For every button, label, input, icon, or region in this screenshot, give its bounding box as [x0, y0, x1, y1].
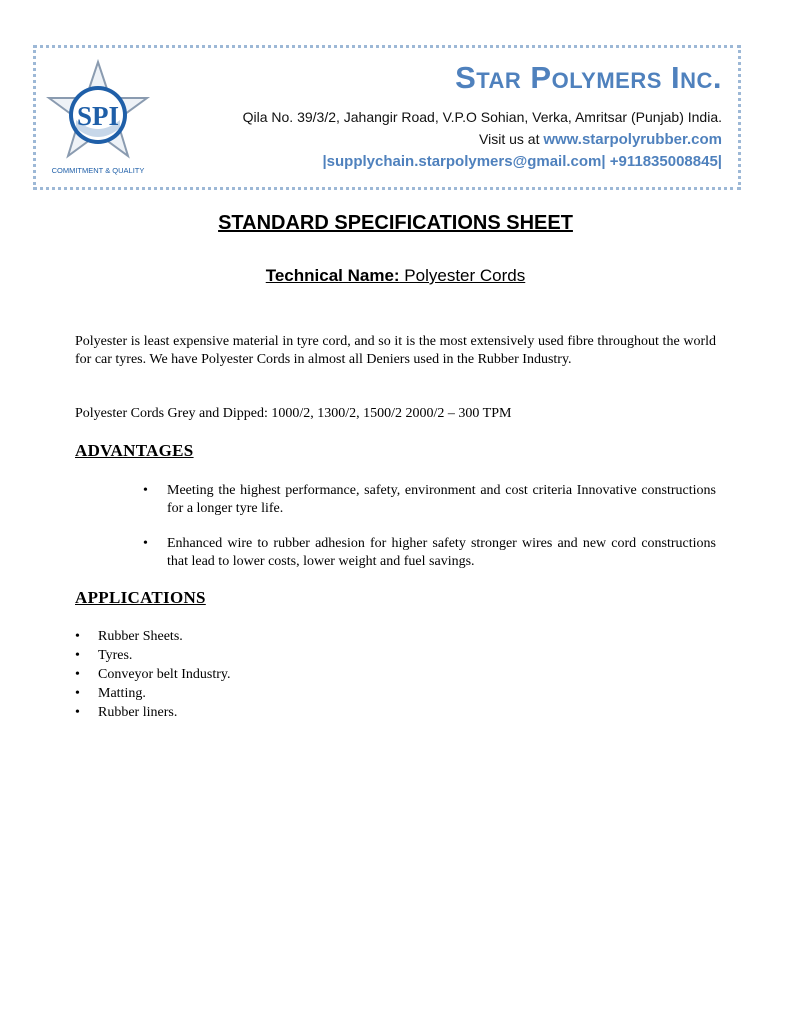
- list-item: [75, 646, 230, 665]
- bullet-icon: •: [75, 629, 80, 644]
- logo-tagline: Commitment & Quality: [51, 166, 145, 175]
- applications-list: [75, 627, 230, 722]
- visit-label: Visit us at: [479, 131, 544, 147]
- website-link[interactable]: www.starpolyrubber.com: [543, 131, 722, 148]
- application-text: Conveyor belt Industry.: [98, 667, 231, 682]
- list-item: [75, 627, 230, 646]
- application-text: Matting.: [98, 686, 146, 701]
- bullet-icon: •: [75, 648, 80, 663]
- list-item: [75, 684, 230, 703]
- contact-line: |supplychain.starpolymers@gmail.com| +911835008845|: [322, 153, 722, 170]
- technical-name-label: Technical Name:: [265, 266, 400, 285]
- bullet-icon: •: [75, 705, 80, 720]
- applications-heading: APPLICATIONS: [75, 588, 206, 607]
- company-name: Star Polymers Inc.: [455, 60, 722, 95]
- list-item: [75, 703, 230, 722]
- advantages-list: [143, 482, 716, 588]
- advantages-heading: ADVANTAGES: [75, 441, 194, 460]
- advantage-text: Enhanced wire to rubber adhesion for higher safety stronger wires and new cord constructions that lead to lower costs, lower weight and fuel savings.: [167, 536, 716, 569]
- application-text: Rubber liners.: [98, 705, 178, 720]
- technical-name-value: Polyester Cords: [399, 266, 526, 285]
- application-text: Tyres.: [98, 648, 133, 663]
- intro-paragraph: Polyester is least expensive material in tyre cord, and so it is the most extensively used fibre throughout the world for car tyres. We have Polyester Cords in almost all Deniers used in the Rubber Industry.: [75, 334, 716, 367]
- website-line: [479, 131, 722, 148]
- application-text: Rubber Sheets.: [98, 629, 183, 644]
- spec-line: Polyester Cords Grey and Dipped: 1000/2, 1300/2, 1500/2 2000/2 – 300 TPM: [75, 406, 512, 421]
- list-item: [143, 535, 716, 571]
- list-item: [143, 482, 716, 518]
- technical-name: [0, 266, 791, 286]
- bullet-icon: •: [75, 686, 80, 701]
- letterhead: [33, 45, 741, 190]
- company-logo: [46, 58, 151, 176]
- bullet-icon: •: [143, 483, 148, 498]
- bullet-icon: •: [75, 667, 80, 682]
- bullet-icon: •: [143, 536, 148, 551]
- list-item: [75, 665, 230, 684]
- company-address: Qila No. 39/3/2, Jahangir Road, V.P.O Sohian, Verka, Amritsar (Punjab) India.: [242, 109, 722, 125]
- advantage-text: Meeting the highest performance, safety, environment and cost criteria Innovative constructions for a longer tyre life.: [167, 483, 716, 516]
- logo-lettering: SPI: [76, 101, 120, 131]
- document-title: STANDARD SPECIFICATIONS SHEET: [218, 212, 573, 234]
